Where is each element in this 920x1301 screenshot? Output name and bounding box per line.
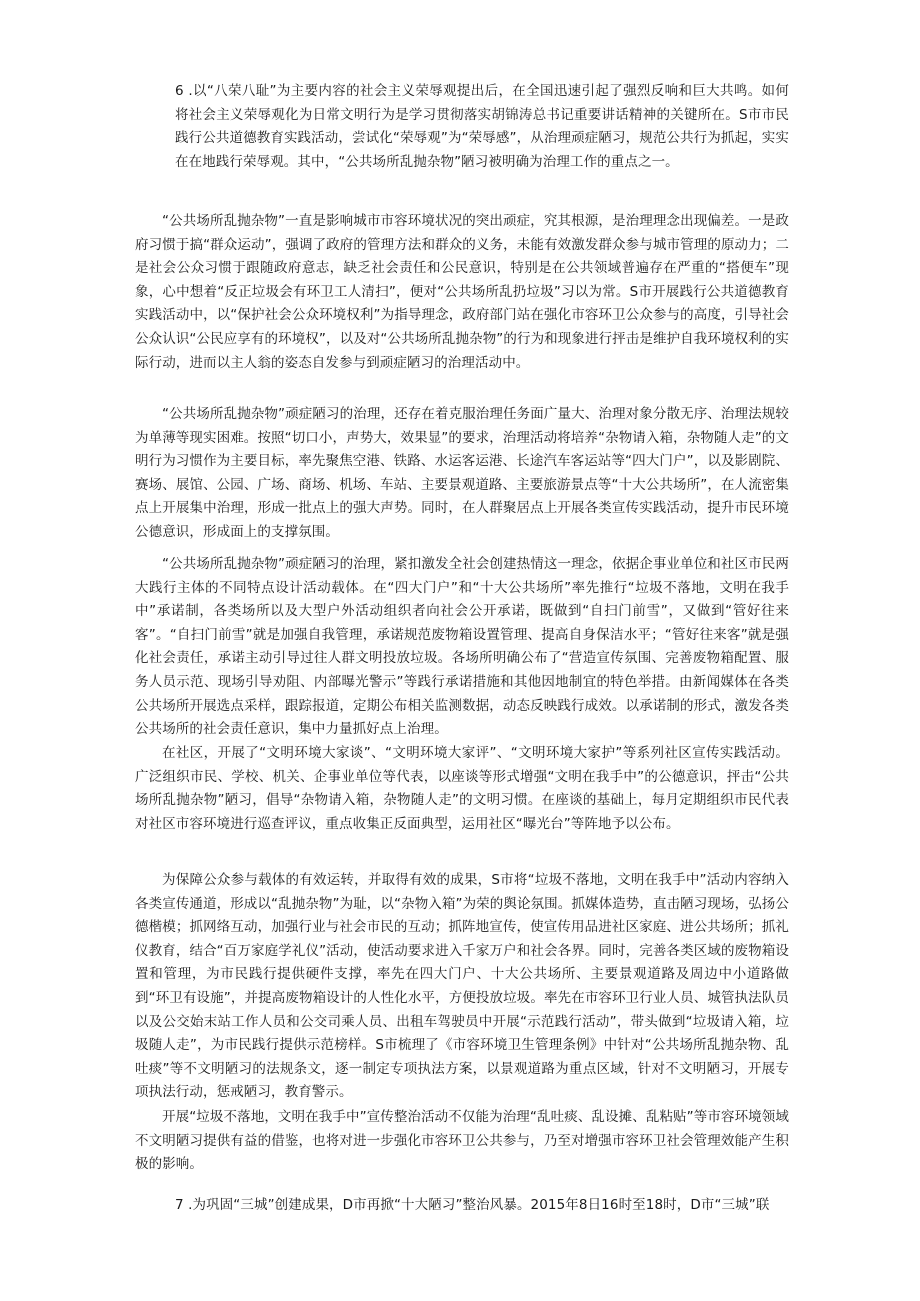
paragraph-root-cause: “公共场所乱抛杂物”一直是影响城市市容环境状况的突出顽症，究其根源，是治理理念出现偏差。一是政府习惯于搞“群众运动”，强调了政府的管理方法和群众的义务，未能有效激发群众参与城市管理的原动力；二是社会公众习惯于跟随政府意志，缺乏社会责任和公民意识，特别是在公共领域普遍存在严重的“搭便车”现象，心中想着“反正垃圾会有环卫工人清扫”，便对“公共场所乱扔垃圾”习以为常。S市开展践行公共道德教育实践活动中，以“保护社会公众环境权利”为指导理念，政府部门站在强化市容环卫公众参与的高度，引导社会公众认识“公民应享有的环境权”，以及对“公共场所乱抛杂物”的行为和现象进行抨击是维护自我环境权利的实际行动，进而以主人翁的姿态自发参与到顽症陋习的治理活动中。 [135,213,789,371]
paragraph-commitment-system: “公共场所乱抛杂物”顽症陋习的治理，紧扣激发全社会创建热情这一理念，依据企事业单位和社区市民两大践行主体的不同特点设计活动载体。在“四大门户”和“十大公共场所”率先推行“垃圾不落地，文明在我手中”承诺制，各类场所以及大型户外活动组织者向社会公开承诺，既做到“自扫门前雪”，又做到“管好往来客”。“自扫门前雪”就是加强自我管理，承诺规范废物箱设置管理、提高自身保洁水平；“管好往来客”就是强化社会责任，承诺主动引导过往人群文明投放垃圾。各场所明确公布了“营造宣传氛围、完善废物箱配置、服务人员示范、现场引导劝阻、内部曝光警示”等践行承诺措施和其他因地制宜的特色举措。由新闻媒体在各类公共场所开展选点采样，跟踪报道，定期公布相关监测数据，动态反映践行成效。以承诺制的形式，激发各类公共场所的社会责任意识，集中力量抓好点上治理。 [135,556,789,738]
paragraph-conclusion: 开展“垃圾不落地，文明在我手中”宣传整治活动不仅能为治理“乱吐痰、乱设摊、乱粘贴”等市容环境领域不文明陋习提供有益的借鉴，也将对进一步强化市容环卫公共参与，乃至对增强市容环卫社会管理效能产生积极的影响。 [135,1109,789,1173]
paragraph-community: 在社区，开展了“文明环境大家谈”、“文明环境大家评”、“文明环境大家护”等系列社区宣传实践活动。广泛组织市民、学校、机关、企事业单位等代表，以座谈等形式增强“文明在我手中”的公德意识，抨击“公共场所乱抛杂物”陋习，倡导“杂物请入箱，杂物随人走”的文明习惯。在座谈的基础上，每月定期组织市民代表对社区市容环境进行巡查评议，重点收集正反面典型，运用社区“曝光台”等阵地予以公布。 [135,745,789,832]
paragraph-difficulties: “公共场所乱抛杂物”顽症陋习的治理，还存在着克服治理任务面广量大、治理对象分散无序、治理法规较为单薄等现实困难。按照“切口小，声势大，效果显”的要求，治理活动将培养“杂物请入箱，杂物随人走”的文明行为习惯作为主要目标，率先聚焦空港、铁路、水运客运港、长途汽车客运站等“四大门户”，以及影剧院、赛场、展馆、公园、广场、商场、机场、车站、主要景观道路、主要旅游景点等“十大公共场所”，在人流密集点上开展集中治理，形成一批点上的强大声势。同时，在人群聚居点上开展各类宣传实践活动，提升市民环境公德意识，形成面上的支撑氛围。 [135,406,789,540]
paragraph-7-intro: 7 .为巩固“三城”创建成果，D市再掀“十大陋习”整治风暴。2015年8日16时至18时，D市“三城”联 [175,1197,770,1213]
paragraph-safeguards: 为保障公众参与载体的有效运转，并取得有效的成果，S市将“垃圾不落地，文明在我手中”活动内容纳入各类宣传通道，形成以“乱抛杂物”为耻，以“杂物入箱”为荣的舆论氛围。抓媒体造势，直击陋习现场，弘扬公德楷模；抓网络互动，加强行业与社会市民的互动；抓阵地宣传，使宣传用品进社区家庭、进公共场所；抓礼仪教育，结合“百万家庭学礼仪”活动，使活动要求进入千家万户和社会各界。同时，完善各类区域的废物箱设置和管理，为市民践行提供硬件支撑，率先在四大门户、十大公共场所、主要景观道路及周边中小道路做到“环卫有设施”，并提高废物箱设计的人性化水平，方便投放垃圾。率先在市容环卫行业人员、城管执法队员以及公交始末站工作人员和公交司乘人员、出租车驾驶员中开展“示范践行活动”，带头做到“垃圾请入箱，垃圾随人走”，为市民践行提供示范榜样。S市梳理了《市容环境卫生管理条例》中针对“公共场所乱抛杂物、乱吐痰”等不文明陋习的法规条文，逐一制定专项执法方案，以景观道路为重点区域，针对不文明陋习，开展专项执法行动，惩戒陋习，教育警示。 [135,872,789,1101]
paragraph-6-intro: 6 .以“八荣八耻”为主要内容的社会主义荣辱观提出后，在全国迅速引起了强烈反响和巨大共鸣。如何将社会主义荣辱观化为日常文明行为是学习贯彻落实胡锦涛总书记重要讲话精神的关键所在。S市市民践行公共道德教育实践活动，尝试化“荣辱观”为“荣辱感”，从治理顽症陋习，规范公共行为抓起，实实在在地践行荣辱观。其中，“公共场所乱抛杂物”陋习被明确为治理工作的重点之一。 [175,83,789,170]
